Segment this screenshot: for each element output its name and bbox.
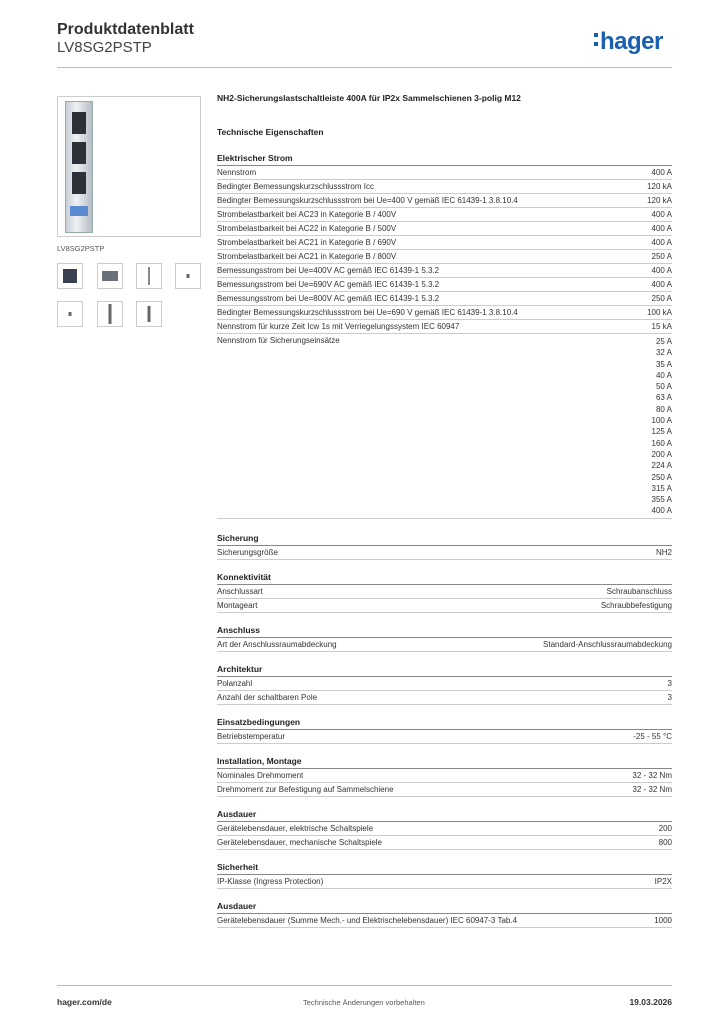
spec-label: IP-Klasse (Ingress Protection) xyxy=(217,876,324,886)
fuse-value: 355 A xyxy=(651,495,672,505)
thumbnail-7[interactable] xyxy=(136,301,162,327)
spec-row xyxy=(217,730,672,744)
spec-label: Anzahl der schaltbaren Pole xyxy=(217,692,318,702)
spec-value: Schraubanschluss xyxy=(606,586,672,596)
spec-value: 400 A xyxy=(651,266,672,275)
spec-label: Nennstrom für Sicherungseinsätze xyxy=(217,336,340,345)
spec-content xyxy=(217,93,672,928)
spec-row xyxy=(217,822,672,836)
section-title: Ausdauer xyxy=(217,901,672,914)
spec-row xyxy=(217,278,672,292)
spec-row xyxy=(217,836,672,850)
footer-website-link[interactable]: hager.com/de xyxy=(57,997,112,1007)
section-title: Sicherheit xyxy=(217,862,672,875)
spec-value: 1000 xyxy=(654,915,672,925)
fuse-value: 100 A xyxy=(651,416,672,426)
spec-value: 400 A xyxy=(651,280,672,289)
spec-label: Drehmoment zur Befestigung auf Sammelschiene xyxy=(217,784,394,794)
thumbnail-4[interactable] xyxy=(175,263,201,289)
fuse-value: 32 A xyxy=(655,348,672,358)
spec-label: Strombelastbarkeit bei AC21 in Kategorie B / 800V xyxy=(217,252,397,261)
thumbnail-5[interactable] xyxy=(57,301,83,327)
spec-row xyxy=(217,769,672,783)
spec-row xyxy=(217,638,672,652)
product-code: LV8SG2PSTP xyxy=(57,39,152,56)
spec-value: 800 xyxy=(658,837,672,847)
section-title: Anschluss xyxy=(217,625,672,638)
spec-label: Sicherungsgröße xyxy=(217,547,278,557)
spec-row xyxy=(217,250,672,264)
section-rows xyxy=(217,677,672,705)
footer-date: 19.03.2026 xyxy=(629,997,672,1007)
spec-label: Strombelastbarkeit bei AC22 in Kategorie B / 500V xyxy=(217,224,397,233)
fuse-value: 400 A xyxy=(651,506,672,516)
spec-label: Strombelastbarkeit bei AC23 in Kategorie B / 400V xyxy=(217,210,397,219)
product-image-caption: LV8SG2PSTP xyxy=(57,244,105,253)
section-rows xyxy=(217,730,672,744)
spec-row xyxy=(217,783,672,797)
header-divider xyxy=(57,67,672,68)
spec-value: 250 A xyxy=(651,252,672,261)
spec-row xyxy=(217,585,672,599)
spec-value: NH2 xyxy=(655,547,672,557)
spec-label: Strombelastbarkeit bei AC21 in Kategorie B / 690V xyxy=(217,238,397,247)
spec-row xyxy=(217,599,672,613)
thumbnail-6[interactable] xyxy=(97,301,123,327)
footer-note: Technische Änderungen vorbehalten xyxy=(303,998,425,1007)
hager-logo xyxy=(594,28,663,56)
spec-value: 3 xyxy=(667,678,672,688)
section-title: Ausdauer xyxy=(217,809,672,822)
spec-label: Nennstrom xyxy=(217,168,257,177)
spec-value: Standard-Anschlussraumabdeckung xyxy=(543,639,672,649)
spec-row xyxy=(217,677,672,691)
fuse-value: 63 A xyxy=(655,393,672,403)
spec-label: Polanzahl xyxy=(217,678,253,688)
spec-value: Schraubbefestigung xyxy=(600,600,672,610)
section-rows xyxy=(217,585,672,613)
spec-label: Bemessungsstrom bei Ue=800V AC gemäß IEC 61439-1 5.3.2 xyxy=(217,294,440,303)
fuse-switch-rail-image xyxy=(65,101,93,233)
section-title: Architektur xyxy=(217,664,672,677)
section-rows xyxy=(217,822,672,850)
spec-row xyxy=(217,320,672,334)
spec-value: 250 A xyxy=(651,294,672,303)
section-rows xyxy=(217,546,672,560)
section-title: Elektrischer Strom xyxy=(217,153,672,166)
thumbnail-1[interactable] xyxy=(57,263,83,289)
fuse-value: 224 A xyxy=(651,461,672,471)
section-rows xyxy=(217,638,672,652)
spec-label: Nominales Drehmoment xyxy=(217,770,304,780)
fuse-value: 125 A xyxy=(651,427,672,437)
spec-row xyxy=(217,691,672,705)
thumbnail-3[interactable] xyxy=(136,263,162,289)
fuse-value: 25 A xyxy=(655,337,672,346)
section-title: Installation, Montage xyxy=(217,756,672,769)
fuse-value: 35 A xyxy=(655,359,672,369)
spec-row xyxy=(217,334,672,519)
section-rows xyxy=(217,914,672,928)
footer-divider xyxy=(57,985,672,986)
spec-label: Gerätelebensdauer, elektrische Schaltspiele xyxy=(217,823,374,833)
tech-heading: Technische Eigenschaften xyxy=(217,127,324,137)
spec-row xyxy=(217,194,672,208)
page-title: Produktdatenblatt xyxy=(57,21,194,38)
product-image-frame xyxy=(57,96,201,237)
spec-label: Gerätelebensdauer (Summe Mech.- und Elektrischelebensdauer) IEC 60947-3 Tab.4 xyxy=(217,915,518,925)
spec-row xyxy=(217,208,672,222)
section-rows xyxy=(217,166,672,334)
spec-row xyxy=(217,914,672,928)
spec-label: Bedingter Bemessungskurzschlussstrom bei Ue=690 V gemäß IEC 61439-1 3.8.10.4 xyxy=(217,308,518,317)
spec-value: 32 - 32 Nm xyxy=(632,784,672,794)
spec-value: 15 kA xyxy=(651,322,672,331)
spec-value: 100 kA xyxy=(647,308,672,317)
fuse-value: 50 A xyxy=(655,382,672,392)
section-rows xyxy=(217,769,672,797)
fuse-value: 250 A xyxy=(651,472,672,482)
fuse-value: 80 A xyxy=(655,404,672,414)
spec-row xyxy=(217,222,672,236)
spec-label: Betriebstemperatur xyxy=(217,731,286,741)
thumbnail-2[interactable] xyxy=(97,263,123,289)
spec-value: 200 xyxy=(658,823,672,833)
section-title: Einsatzbedingungen xyxy=(217,717,672,730)
spec-label: Montageart xyxy=(217,600,258,610)
section-rows xyxy=(217,875,672,889)
fuse-value: 40 A xyxy=(655,370,672,380)
section-title: Konnektivität xyxy=(217,572,672,585)
spec-label: Bemessungsstrom bei Ue=690V AC gemäß IEC 61439-1 5.3.2 xyxy=(217,280,440,289)
spec-label: Bedingter Bemessungskurzschlussstrom bei Ue=400 V gemäß IEC 61439-1 3.8.10.4 xyxy=(217,196,518,205)
fuse-values xyxy=(652,336,672,517)
spec-value: 3 xyxy=(667,692,672,702)
spec-row xyxy=(217,546,672,560)
product-title: NH2-Sicherungslastschaltleiste 400A für IP2x Sammelschienen 3-polig M12 xyxy=(217,93,521,103)
spec-value: 32 - 32 Nm xyxy=(632,770,672,780)
spec-value: 400 A xyxy=(651,238,672,247)
spec-label: Nennstrom für kurze Zeit Icw 1s mit Verriegelungssystem IEC 60947 xyxy=(217,322,460,331)
spec-label: Anschlussart xyxy=(217,586,263,596)
fuse-value: 315 A xyxy=(651,483,672,493)
spec-row xyxy=(217,292,672,306)
spec-value: 400 A xyxy=(651,224,672,233)
spec-label: Gerätelebensdauer, mechanische Schaltspiele xyxy=(217,837,382,847)
spec-value: -25 - 55 °C xyxy=(633,731,672,741)
spec-label: Bemessungsstrom bei Ue=400V AC gemäß IEC 61439-1 5.3.2 xyxy=(217,266,440,275)
spec-row xyxy=(217,236,672,250)
spec-row xyxy=(217,875,672,889)
spec-row xyxy=(217,166,672,180)
logo-dots-icon xyxy=(594,28,599,50)
spec-label: Art der Anschlussraumabdeckung xyxy=(217,639,337,649)
spec-row xyxy=(217,180,672,194)
spec-row xyxy=(217,306,672,320)
logo-text: hager xyxy=(600,28,663,55)
spec-label: Bedingter Bemessungskurzschlussstrom Icc xyxy=(217,182,374,191)
fuse-value: 160 A xyxy=(651,438,672,448)
spec-value: IP2X xyxy=(654,876,672,886)
spec-value: 400 A xyxy=(651,168,672,177)
spec-value: 120 kA xyxy=(647,182,672,191)
section-title: Sicherung xyxy=(217,533,672,546)
spec-value: 120 kA xyxy=(647,196,672,205)
spec-value: 400 A xyxy=(651,210,672,219)
fuse-value: 200 A xyxy=(651,449,672,459)
spec-row xyxy=(217,264,672,278)
